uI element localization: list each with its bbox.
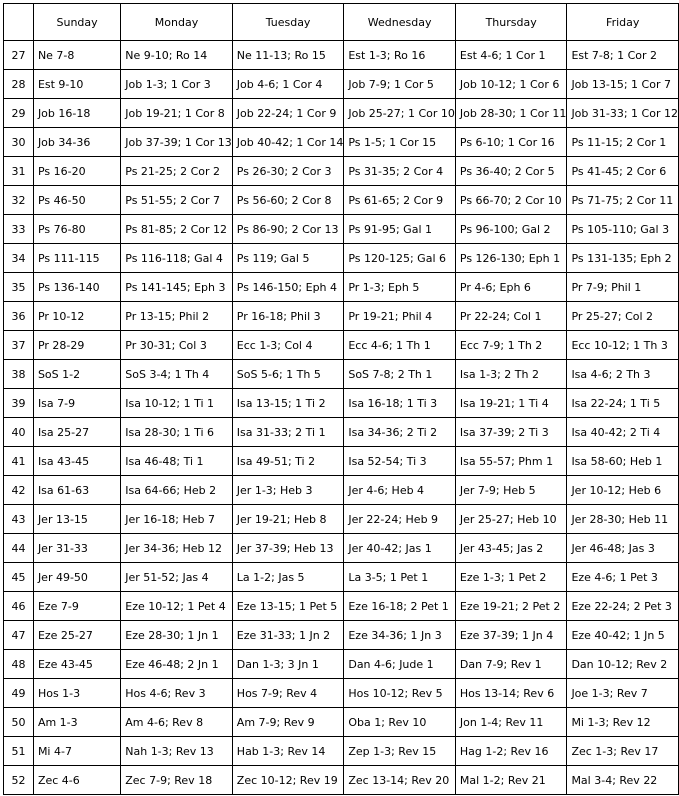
- reading-cell-monday: Pr 30-31; Col 3: [121, 331, 233, 360]
- header-wednesday: Wednesday: [344, 4, 456, 41]
- reading-cell-friday: Job 13-15; 1 Cor 7: [567, 70, 679, 99]
- week-number: 39: [4, 389, 34, 418]
- reading-cell-thursday: Eze 37-39; 1 Jn 4: [455, 621, 567, 650]
- reading-cell-sunday: Isa 7-9: [33, 389, 120, 418]
- week-number: 41: [4, 447, 34, 476]
- reading-cell-thursday: Job 28-30; 1 Cor 11: [455, 99, 567, 128]
- table-row: [4, 650, 679, 679]
- reading-cell-sunday: Jer 49-50: [33, 563, 120, 592]
- reading-cell-friday: Isa 58-60; Heb 1: [567, 447, 679, 476]
- reading-cell-friday: Ps 41-45; 2 Cor 6: [567, 157, 679, 186]
- reading-cell-wednesday: Dan 4-6; Jude 1: [344, 650, 456, 679]
- reading-cell-sunday: Ne 7-8: [33, 41, 120, 70]
- reading-cell-friday: Joe 1-3; Rev 7: [567, 679, 679, 708]
- reading-cell-sunday: Hos 1-3: [33, 679, 120, 708]
- reading-cell-tuesday: Ps 119; Gal 5: [232, 244, 344, 273]
- reading-cell-monday: Job 37-39; 1 Cor 13: [121, 128, 233, 157]
- schedule-body: [4, 41, 679, 795]
- reading-cell-monday: Jer 34-36; Heb 12: [121, 534, 233, 563]
- week-number: 37: [4, 331, 34, 360]
- reading-cell-thursday: Mal 1-2; Rev 21: [455, 766, 567, 795]
- week-number: 44: [4, 534, 34, 563]
- table-row: [4, 476, 679, 505]
- reading-cell-tuesday: Ps 146-150; Eph 4: [232, 273, 344, 302]
- reading-cell-monday: Pr 13-15; Phil 2: [121, 302, 233, 331]
- reading-cell-monday: Isa 64-66; Heb 2: [121, 476, 233, 505]
- reading-cell-monday: Ps 116-118; Gal 4: [121, 244, 233, 273]
- table-row: [4, 505, 679, 534]
- week-number: 51: [4, 737, 34, 766]
- table-row: [4, 273, 679, 302]
- reading-cell-monday: Job 19-21; 1 Cor 8: [121, 99, 233, 128]
- week-number: 49: [4, 679, 34, 708]
- reading-cell-tuesday: Zec 10-12; Rev 19: [232, 766, 344, 795]
- reading-cell-thursday: Isa 55-57; Phm 1: [455, 447, 567, 476]
- reading-cell-wednesday: Jer 22-24; Heb 9: [344, 505, 456, 534]
- reading-cell-friday: Isa 40-42; 2 Ti 4: [567, 418, 679, 447]
- reading-cell-thursday: Job 10-12; 1 Cor 6: [455, 70, 567, 99]
- header-sunday: Sunday: [33, 4, 120, 41]
- reading-cell-tuesday: Hos 7-9; Rev 4: [232, 679, 344, 708]
- week-number: 47: [4, 621, 34, 650]
- reading-cell-thursday: Jer 43-45; Jas 2: [455, 534, 567, 563]
- reading-cell-wednesday: Zec 13-14; Rev 20: [344, 766, 456, 795]
- reading-cell-wednesday: Ps 91-95; Gal 1: [344, 215, 456, 244]
- week-number: 30: [4, 128, 34, 157]
- reading-cell-friday: Job 31-33; 1 Cor 12: [567, 99, 679, 128]
- reading-cell-thursday: Ps 36-40; 2 Cor 5: [455, 157, 567, 186]
- reading-cell-thursday: Jon 1-4; Rev 11: [455, 708, 567, 737]
- reading-cell-friday: Ps 71-75; 2 Cor 11: [567, 186, 679, 215]
- reading-cell-monday: Ps 21-25; 2 Cor 2: [121, 157, 233, 186]
- reading-cell-wednesday: Isa 34-36; 2 Ti 2: [344, 418, 456, 447]
- reading-cell-sunday: Zec 4-6: [33, 766, 120, 795]
- week-number: 31: [4, 157, 34, 186]
- reading-cell-wednesday: Oba 1; Rev 10: [344, 708, 456, 737]
- header-monday: Monday: [121, 4, 233, 41]
- week-number: 40: [4, 418, 34, 447]
- reading-cell-tuesday: Jer 37-39; Heb 13: [232, 534, 344, 563]
- reading-cell-sunday: Est 9-10: [33, 70, 120, 99]
- reading-cell-tuesday: Ecc 1-3; Col 4: [232, 331, 344, 360]
- reading-cell-sunday: Isa 61-63: [33, 476, 120, 505]
- reading-cell-tuesday: Job 4-6; 1 Cor 4: [232, 70, 344, 99]
- week-number: 29: [4, 99, 34, 128]
- reading-cell-friday: Ecc 10-12; 1 Th 3: [567, 331, 679, 360]
- table-row: [4, 679, 679, 708]
- header-week: [4, 4, 34, 41]
- table-row: [4, 41, 679, 70]
- reading-cell-friday: Jer 10-12; Heb 6: [567, 476, 679, 505]
- table-row: [4, 99, 679, 128]
- reading-cell-tuesday: Job 22-24; 1 Cor 9: [232, 99, 344, 128]
- reading-cell-monday: Isa 28-30; 1 Ti 6: [121, 418, 233, 447]
- reading-cell-friday: Mi 1-3; Rev 12: [567, 708, 679, 737]
- reading-cell-wednesday: Eze 34-36; 1 Jn 3: [344, 621, 456, 650]
- reading-cell-friday: Eze 22-24; 2 Pet 3: [567, 592, 679, 621]
- reading-schedule-table: [3, 3, 679, 795]
- reading-cell-wednesday: Ps 31-35; 2 Cor 4: [344, 157, 456, 186]
- reading-cell-sunday: Pr 28-29: [33, 331, 120, 360]
- reading-cell-friday: Isa 4-6; 2 Th 3: [567, 360, 679, 389]
- reading-cell-monday: Zec 7-9; Rev 18: [121, 766, 233, 795]
- reading-cell-wednesday: Est 1-3; Ro 16: [344, 41, 456, 70]
- reading-cell-thursday: Ps 126-130; Eph 1: [455, 244, 567, 273]
- reading-cell-tuesday: Dan 1-3; 3 Jn 1: [232, 650, 344, 679]
- week-number: 32: [4, 186, 34, 215]
- reading-cell-thursday: Ps 6-10; 1 Cor 16: [455, 128, 567, 157]
- reading-cell-monday: Jer 16-18; Heb 7: [121, 505, 233, 534]
- reading-cell-wednesday: Ps 120-125; Gal 6: [344, 244, 456, 273]
- reading-cell-sunday: Jer 13-15: [33, 505, 120, 534]
- week-number: 46: [4, 592, 34, 621]
- reading-cell-thursday: Pr 22-24; Col 1: [455, 302, 567, 331]
- reading-cell-monday: Eze 28-30; 1 Jn 1: [121, 621, 233, 650]
- reading-cell-wednesday: Isa 52-54; Ti 3: [344, 447, 456, 476]
- header-friday: Friday: [567, 4, 679, 41]
- reading-cell-tuesday: Job 40-42; 1 Cor 14: [232, 128, 344, 157]
- week-number: 35: [4, 273, 34, 302]
- table-row: [4, 215, 679, 244]
- table-row: [4, 534, 679, 563]
- reading-cell-tuesday: Eze 31-33; 1 Jn 2: [232, 621, 344, 650]
- reading-cell-sunday: Job 16-18: [33, 99, 120, 128]
- table-row: [4, 621, 679, 650]
- reading-cell-thursday: Isa 1-3; 2 Th 2: [455, 360, 567, 389]
- table-row: [4, 70, 679, 99]
- reading-cell-friday: Eze 40-42; 1 Jn 5: [567, 621, 679, 650]
- reading-cell-thursday: Hos 13-14; Rev 6: [455, 679, 567, 708]
- reading-cell-thursday: Ps 96-100; Gal 2: [455, 215, 567, 244]
- reading-cell-thursday: Dan 7-9; Rev 1: [455, 650, 567, 679]
- reading-cell-friday: Ps 131-135; Eph 2: [567, 244, 679, 273]
- reading-cell-wednesday: Zep 1-3; Rev 15: [344, 737, 456, 766]
- reading-cell-tuesday: Isa 49-51; Ti 2: [232, 447, 344, 476]
- reading-cell-tuesday: La 1-2; Jas 5: [232, 563, 344, 592]
- reading-cell-wednesday: Ps 1-5; 1 Cor 15: [344, 128, 456, 157]
- reading-cell-sunday: Job 34-36: [33, 128, 120, 157]
- reading-cell-sunday: Isa 25-27: [33, 418, 120, 447]
- reading-cell-monday: Isa 10-12; 1 Ti 1: [121, 389, 233, 418]
- week-number: 48: [4, 650, 34, 679]
- reading-cell-monday: Isa 46-48; Ti 1: [121, 447, 233, 476]
- reading-cell-wednesday: Eze 16-18; 2 Pet 1: [344, 592, 456, 621]
- reading-cell-sunday: SoS 1-2: [33, 360, 120, 389]
- reading-cell-tuesday: Isa 13-15; 1 Ti 2: [232, 389, 344, 418]
- reading-cell-monday: Hos 4-6; Rev 3: [121, 679, 233, 708]
- reading-cell-monday: Job 1-3; 1 Cor 3: [121, 70, 233, 99]
- reading-cell-sunday: Ps 136-140: [33, 273, 120, 302]
- reading-cell-wednesday: La 3-5; 1 Pet 1: [344, 563, 456, 592]
- week-number: 33: [4, 215, 34, 244]
- table-row: [4, 708, 679, 737]
- reading-cell-monday: Ps 51-55; 2 Cor 7: [121, 186, 233, 215]
- week-number: 27: [4, 41, 34, 70]
- reading-cell-friday: Jer 28-30; Heb 11: [567, 505, 679, 534]
- table-row: [4, 766, 679, 795]
- table-row: [4, 737, 679, 766]
- reading-cell-friday: Pr 7-9; Phil 1: [567, 273, 679, 302]
- table-row: [4, 360, 679, 389]
- reading-cell-monday: Nah 1-3; Rev 13: [121, 737, 233, 766]
- week-number: 34: [4, 244, 34, 273]
- reading-cell-monday: SoS 3-4; 1 Th 4: [121, 360, 233, 389]
- table-row: [4, 302, 679, 331]
- reading-cell-friday: Pr 25-27; Col 2: [567, 302, 679, 331]
- reading-cell-friday: Est 7-8; 1 Cor 2: [567, 41, 679, 70]
- week-number: 52: [4, 766, 34, 795]
- reading-cell-friday: Dan 10-12; Rev 2: [567, 650, 679, 679]
- table-row: [4, 418, 679, 447]
- reading-cell-thursday: Jer 7-9; Heb 5: [455, 476, 567, 505]
- reading-cell-sunday: Eze 7-9: [33, 592, 120, 621]
- week-number: 38: [4, 360, 34, 389]
- table-row: [4, 331, 679, 360]
- reading-cell-wednesday: Pr 19-21; Phil 4: [344, 302, 456, 331]
- reading-cell-thursday: Est 4-6; 1 Cor 1: [455, 41, 567, 70]
- table-row: [4, 244, 679, 273]
- reading-cell-sunday: Pr 10-12: [33, 302, 120, 331]
- reading-cell-monday: Ne 9-10; Ro 14: [121, 41, 233, 70]
- reading-cell-thursday: Eze 19-21; 2 Pet 2: [455, 592, 567, 621]
- week-number: 36: [4, 302, 34, 331]
- reading-cell-tuesday: Pr 16-18; Phil 3: [232, 302, 344, 331]
- reading-cell-thursday: Isa 37-39; 2 Ti 3: [455, 418, 567, 447]
- reading-cell-sunday: Eze 25-27: [33, 621, 120, 650]
- reading-cell-wednesday: Hos 10-12; Rev 5: [344, 679, 456, 708]
- reading-cell-thursday: Pr 4-6; Eph 6: [455, 273, 567, 302]
- table-row: [4, 389, 679, 418]
- reading-cell-tuesday: Ps 26-30; 2 Cor 3: [232, 157, 344, 186]
- reading-cell-tuesday: Jer 1-3; Heb 3: [232, 476, 344, 505]
- reading-cell-thursday: Ecc 7-9; 1 Th 2: [455, 331, 567, 360]
- reading-cell-friday: Zec 1-3; Rev 17: [567, 737, 679, 766]
- reading-cell-monday: Eze 10-12; 1 Pet 4: [121, 592, 233, 621]
- table-row: [4, 128, 679, 157]
- reading-cell-thursday: Jer 25-27; Heb 10: [455, 505, 567, 534]
- reading-cell-wednesday: Jer 4-6; Heb 4: [344, 476, 456, 505]
- table-row: [4, 186, 679, 215]
- reading-cell-tuesday: Ne 11-13; Ro 15: [232, 41, 344, 70]
- reading-cell-monday: Ps 141-145; Eph 3: [121, 273, 233, 302]
- reading-cell-friday: Ps 11-15; 2 Cor 1: [567, 128, 679, 157]
- reading-cell-wednesday: Ecc 4-6; 1 Th 1: [344, 331, 456, 360]
- reading-cell-thursday: Isa 19-21; 1 Ti 4: [455, 389, 567, 418]
- table-row: [4, 592, 679, 621]
- reading-cell-friday: Eze 4-6; 1 Pet 3: [567, 563, 679, 592]
- week-number: 28: [4, 70, 34, 99]
- reading-cell-friday: Isa 22-24; 1 Ti 5: [567, 389, 679, 418]
- week-number: 43: [4, 505, 34, 534]
- reading-cell-tuesday: Isa 31-33; 2 Ti 1: [232, 418, 344, 447]
- reading-cell-wednesday: SoS 7-8; 2 Th 1: [344, 360, 456, 389]
- table-row: [4, 563, 679, 592]
- reading-cell-tuesday: Hab 1-3; Rev 14: [232, 737, 344, 766]
- reading-cell-tuesday: Ps 56-60; 2 Cor 8: [232, 186, 344, 215]
- reading-cell-wednesday: Ps 61-65; 2 Cor 9: [344, 186, 456, 215]
- reading-cell-friday: Ps 105-110; Gal 3: [567, 215, 679, 244]
- reading-cell-monday: Eze 46-48; 2 Jn 1: [121, 650, 233, 679]
- reading-cell-sunday: Mi 4-7: [33, 737, 120, 766]
- reading-cell-thursday: Ps 66-70; 2 Cor 10: [455, 186, 567, 215]
- reading-cell-monday: Ps 81-85; 2 Cor 12: [121, 215, 233, 244]
- week-number: 50: [4, 708, 34, 737]
- reading-cell-tuesday: SoS 5-6; 1 Th 5: [232, 360, 344, 389]
- reading-cell-tuesday: Eze 13-15; 1 Pet 5: [232, 592, 344, 621]
- reading-cell-wednesday: Job 25-27; 1 Cor 10: [344, 99, 456, 128]
- header-tuesday: Tuesday: [232, 4, 344, 41]
- reading-cell-wednesday: Isa 16-18; 1 Ti 3: [344, 389, 456, 418]
- reading-cell-thursday: Eze 1-3; 1 Pet 2: [455, 563, 567, 592]
- reading-cell-wednesday: Jer 40-42; Jas 1: [344, 534, 456, 563]
- table-row: [4, 157, 679, 186]
- reading-cell-sunday: Ps 111-115: [33, 244, 120, 273]
- reading-cell-friday: Mal 3-4; Rev 22: [567, 766, 679, 795]
- reading-cell-friday: Jer 46-48; Jas 3: [567, 534, 679, 563]
- reading-cell-wednesday: Job 7-9; 1 Cor 5: [344, 70, 456, 99]
- reading-cell-tuesday: Am 7-9; Rev 9: [232, 708, 344, 737]
- reading-cell-monday: Jer 51-52; Jas 4: [121, 563, 233, 592]
- header-row: [4, 4, 679, 41]
- reading-cell-sunday: Eze 43-45: [33, 650, 120, 679]
- reading-cell-sunday: Jer 31-33: [33, 534, 120, 563]
- reading-cell-sunday: Ps 76-80: [33, 215, 120, 244]
- reading-cell-sunday: Am 1-3: [33, 708, 120, 737]
- reading-cell-monday: Am 4-6; Rev 8: [121, 708, 233, 737]
- table-row: [4, 447, 679, 476]
- reading-cell-sunday: Ps 16-20: [33, 157, 120, 186]
- reading-cell-sunday: Ps 46-50: [33, 186, 120, 215]
- reading-cell-thursday: Hag 1-2; Rev 16: [455, 737, 567, 766]
- reading-cell-tuesday: Jer 19-21; Heb 8: [232, 505, 344, 534]
- week-number: 42: [4, 476, 34, 505]
- week-number: 45: [4, 563, 34, 592]
- reading-cell-tuesday: Ps 86-90; 2 Cor 13: [232, 215, 344, 244]
- reading-cell-wednesday: Pr 1-3; Eph 5: [344, 273, 456, 302]
- header-thursday: Thursday: [455, 4, 567, 41]
- reading-cell-sunday: Isa 43-45: [33, 447, 120, 476]
